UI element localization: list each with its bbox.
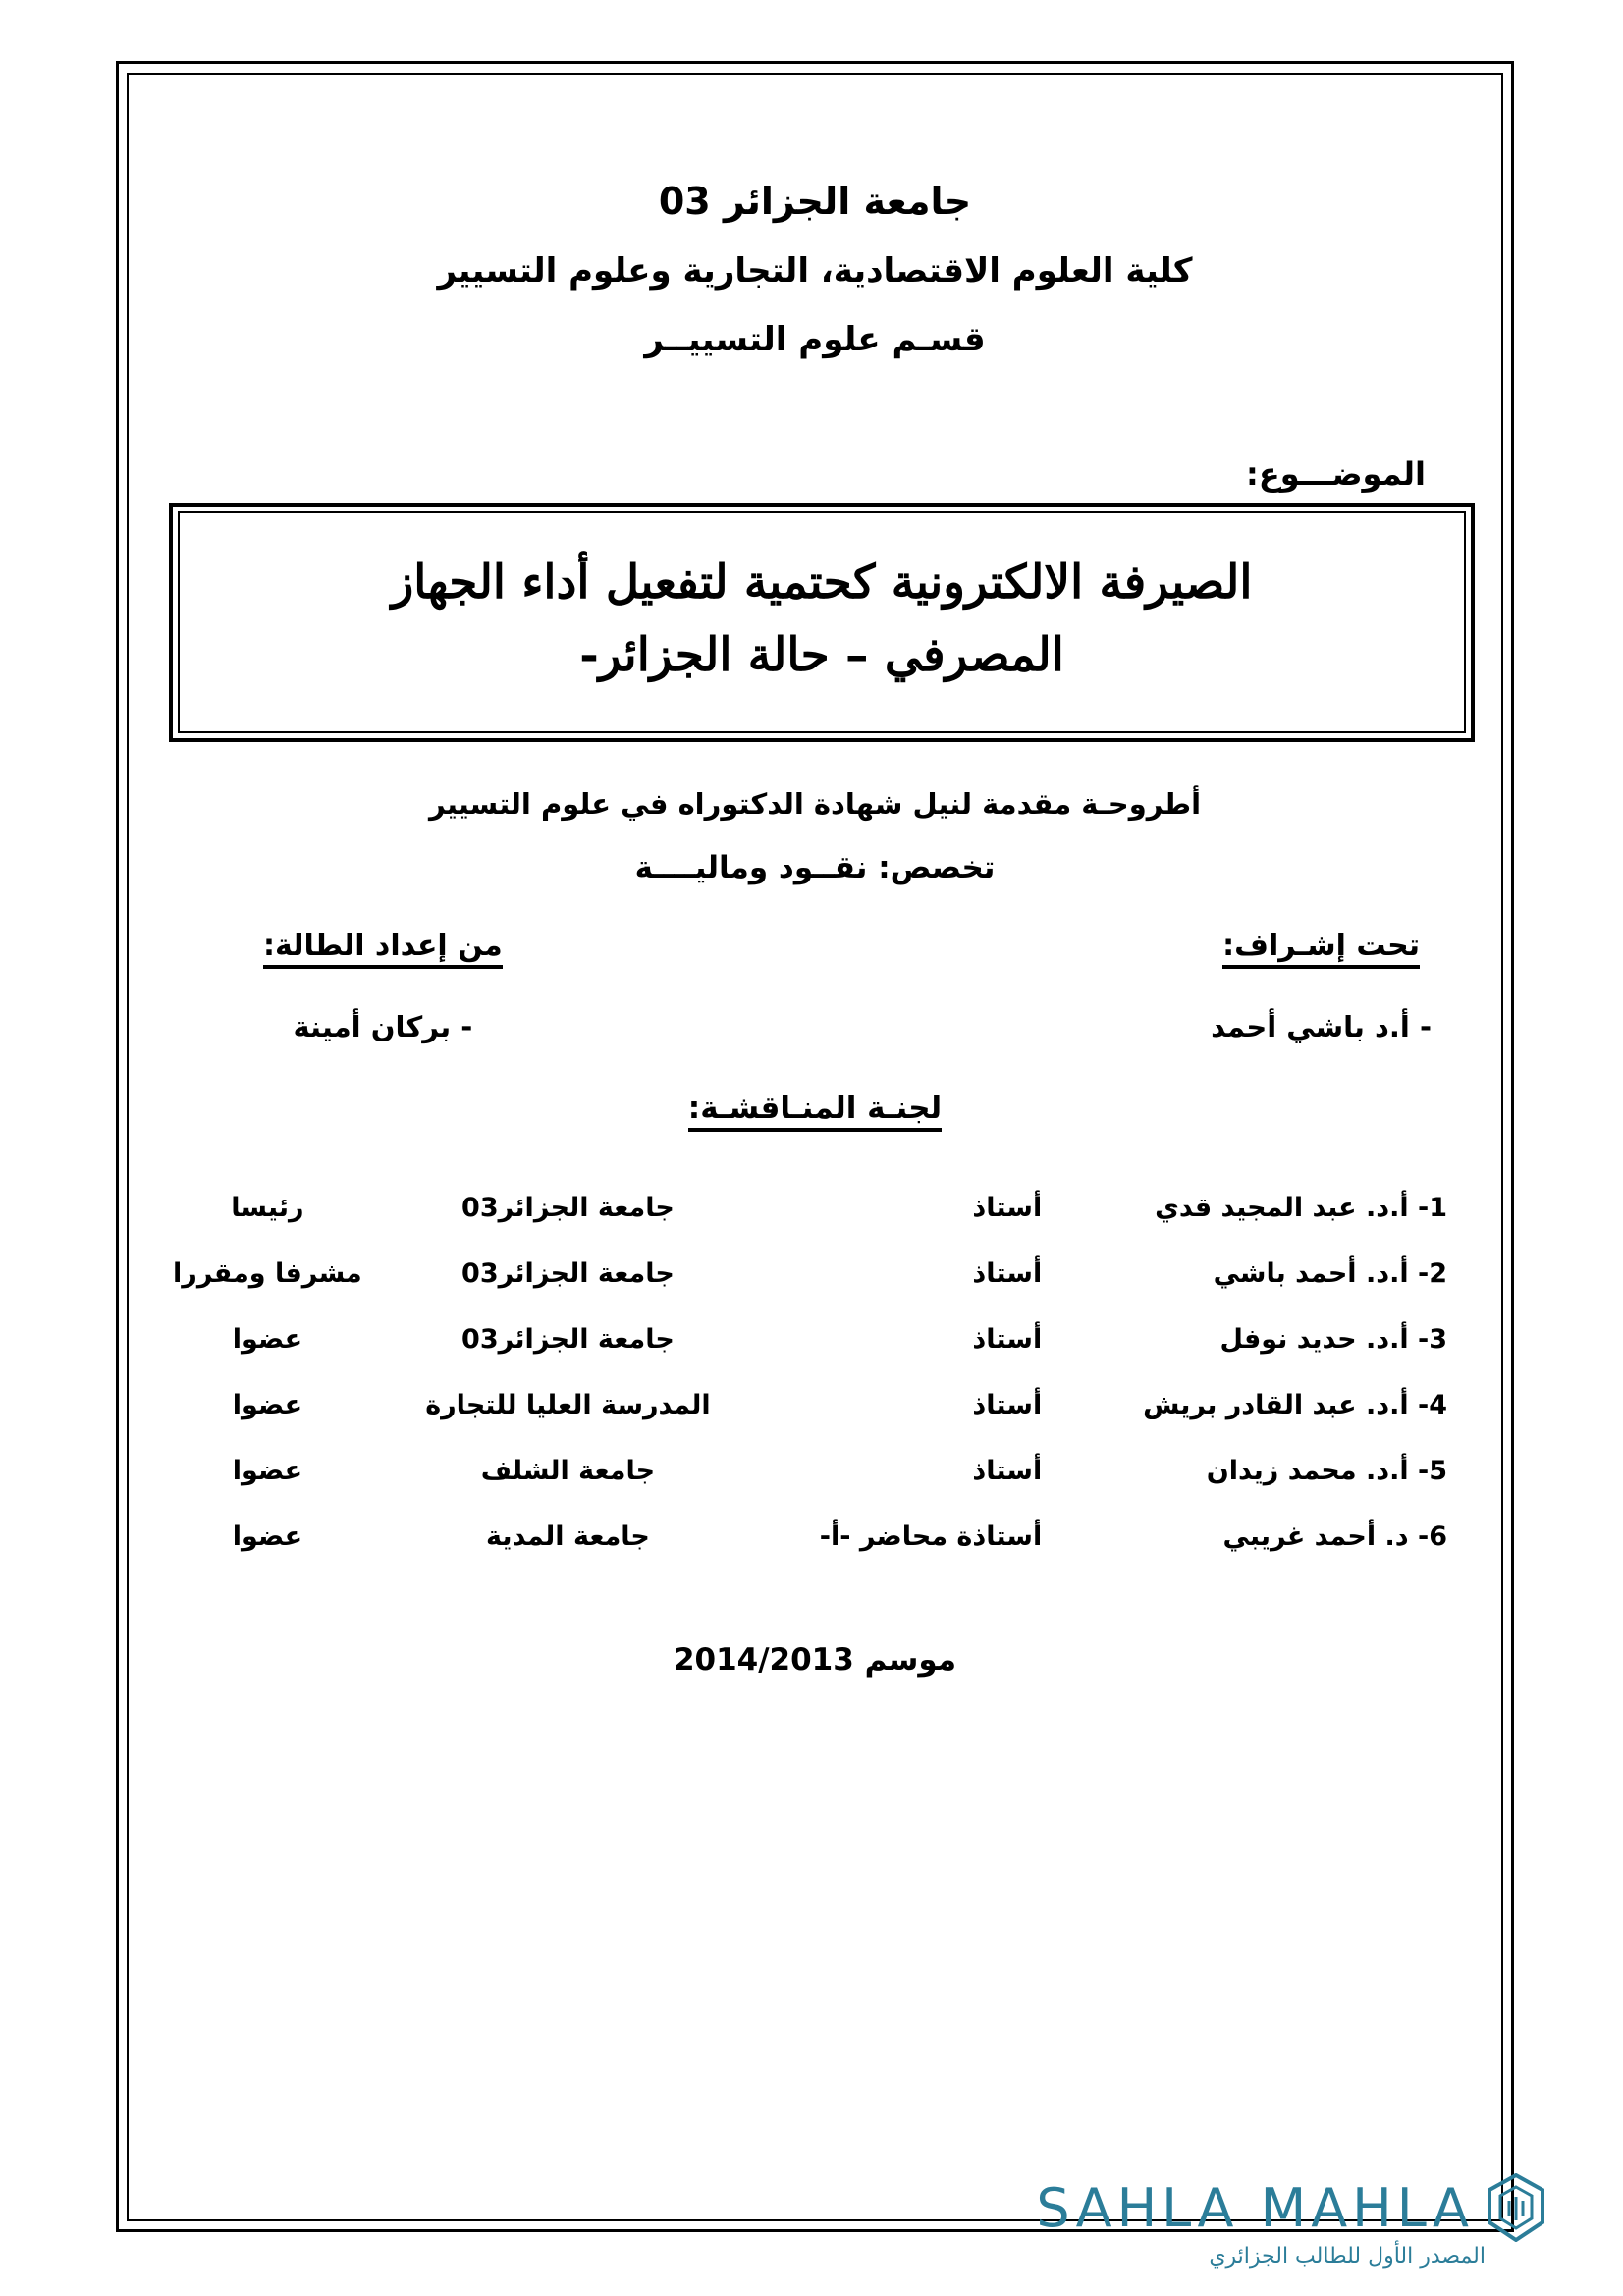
jury-member-role: عضوا [232, 1455, 303, 1486]
sahla-mahla-logo-icon [1486, 2173, 1546, 2242]
degree-statement: أطروحـة مقدمة لنيل شهادة الدكتوراه في علوم التسيير [428, 787, 1202, 822]
author-column [263, 929, 503, 1043]
jury-table-body [147, 1175, 1483, 1570]
thesis-title-box-inner [178, 511, 1466, 734]
watermark-main [1036, 2173, 1546, 2242]
thesis-title-box [169, 503, 1475, 743]
table-row [147, 1307, 1483, 1372]
jury-member-name: 2- أ.د. أحمد باشي [1213, 1257, 1447, 1289]
degree-block [147, 785, 1483, 884]
table-row [147, 1372, 1483, 1438]
jury-member-rank: أستاذ [972, 1455, 1043, 1486]
supervisor-heading: تحت إشـراف: [1222, 929, 1420, 969]
jury-heading: لجنـة المنـاقشـة: [688, 1091, 942, 1132]
jury-member-institution: جامعة الجزائر03 [461, 1192, 675, 1223]
jury-member-role: عضوا [232, 1323, 303, 1355]
watermark-tagline: المصدر الأول للطالب الجزائري [1209, 2244, 1486, 2269]
table-row [147, 1438, 1483, 1504]
university-name: جامعة الجزائر 03 [658, 180, 972, 223]
jury-heading-row [147, 1091, 1483, 1132]
jury-member-name: 3- أ.د. حديد نوفل [1219, 1323, 1447, 1355]
jury-member-rank: أستاذ [972, 1192, 1043, 1223]
jury-member-institution: جامعة الشلف [480, 1455, 656, 1486]
season-row [147, 1642, 1483, 1678]
table-row [147, 1504, 1483, 1570]
jury-member-institution: جامعة الجزائر03 [461, 1323, 675, 1355]
faculty-name: كلية العلوم الاقتصادية، التجارية وعلوم التسيير [437, 250, 1193, 291]
department-name: قسـم علوم التسييــر [644, 319, 986, 359]
jury-member-rank: أستاذ [972, 1257, 1043, 1289]
cover-page-content [147, 88, 1483, 2209]
jury-member-institution: جامعة المدية [485, 1521, 650, 1552]
jury-member-role: عضوا [232, 1389, 303, 1420]
watermark [1036, 2173, 1546, 2269]
jury-member-role: عضوا [232, 1521, 303, 1552]
jury-member-role: مشرفا ومقررا [173, 1257, 362, 1289]
table-row [147, 1241, 1483, 1307]
academic-season: موسم 2014/2013 [673, 1641, 957, 1678]
thesis-title-line-2: المصرفي – حالة الجزائر- [579, 628, 1064, 683]
jury-member-institution: المدرسة العليا للتجارة [425, 1389, 711, 1420]
supervisor-column [1211, 929, 1432, 1043]
supervisor-name: - أ.د باشي أحمد [1211, 1009, 1432, 1043]
jury-member-name: 1- أ.د. عبد المجيد قدي [1155, 1192, 1447, 1223]
institution-header [147, 88, 1483, 361]
jury-member-rank: أستاذة محاضر -أ- [819, 1521, 1043, 1552]
thesis-title-line-1: الصيرفة الالكترونية كحتمية لتفعيل أداء الجهاز [391, 555, 1253, 610]
table-row [147, 1175, 1483, 1241]
subject-label-row [147, 455, 1483, 493]
jury-member-name: 6- د. أحمد غريبي [1222, 1521, 1447, 1552]
jury-member-institution: جامعة الجزائر03 [461, 1257, 675, 1289]
watermark-brand: SAHLA MAHLA [1036, 2176, 1474, 2239]
jury-member-name: 4- أ.د. عبد القادر بريش [1143, 1389, 1447, 1420]
jury-member-rank: أستاذ [972, 1323, 1043, 1355]
jury-member-rank: أستاذ [972, 1389, 1043, 1420]
author-supervisor-row [147, 929, 1483, 1043]
author-name: - بركان أمينة [293, 1009, 473, 1043]
author-heading: من إعداد الطالة: [263, 929, 503, 969]
jury-member-role: رئيسا [231, 1192, 304, 1223]
jury-member-name: 5- أ.د. محمد زيدان [1206, 1455, 1447, 1486]
subject-label: الموضـــوع: [1246, 454, 1426, 493]
degree-specialty: تخصص: نقــود وماليــــة [634, 849, 996, 885]
jury-table [147, 1175, 1483, 1570]
